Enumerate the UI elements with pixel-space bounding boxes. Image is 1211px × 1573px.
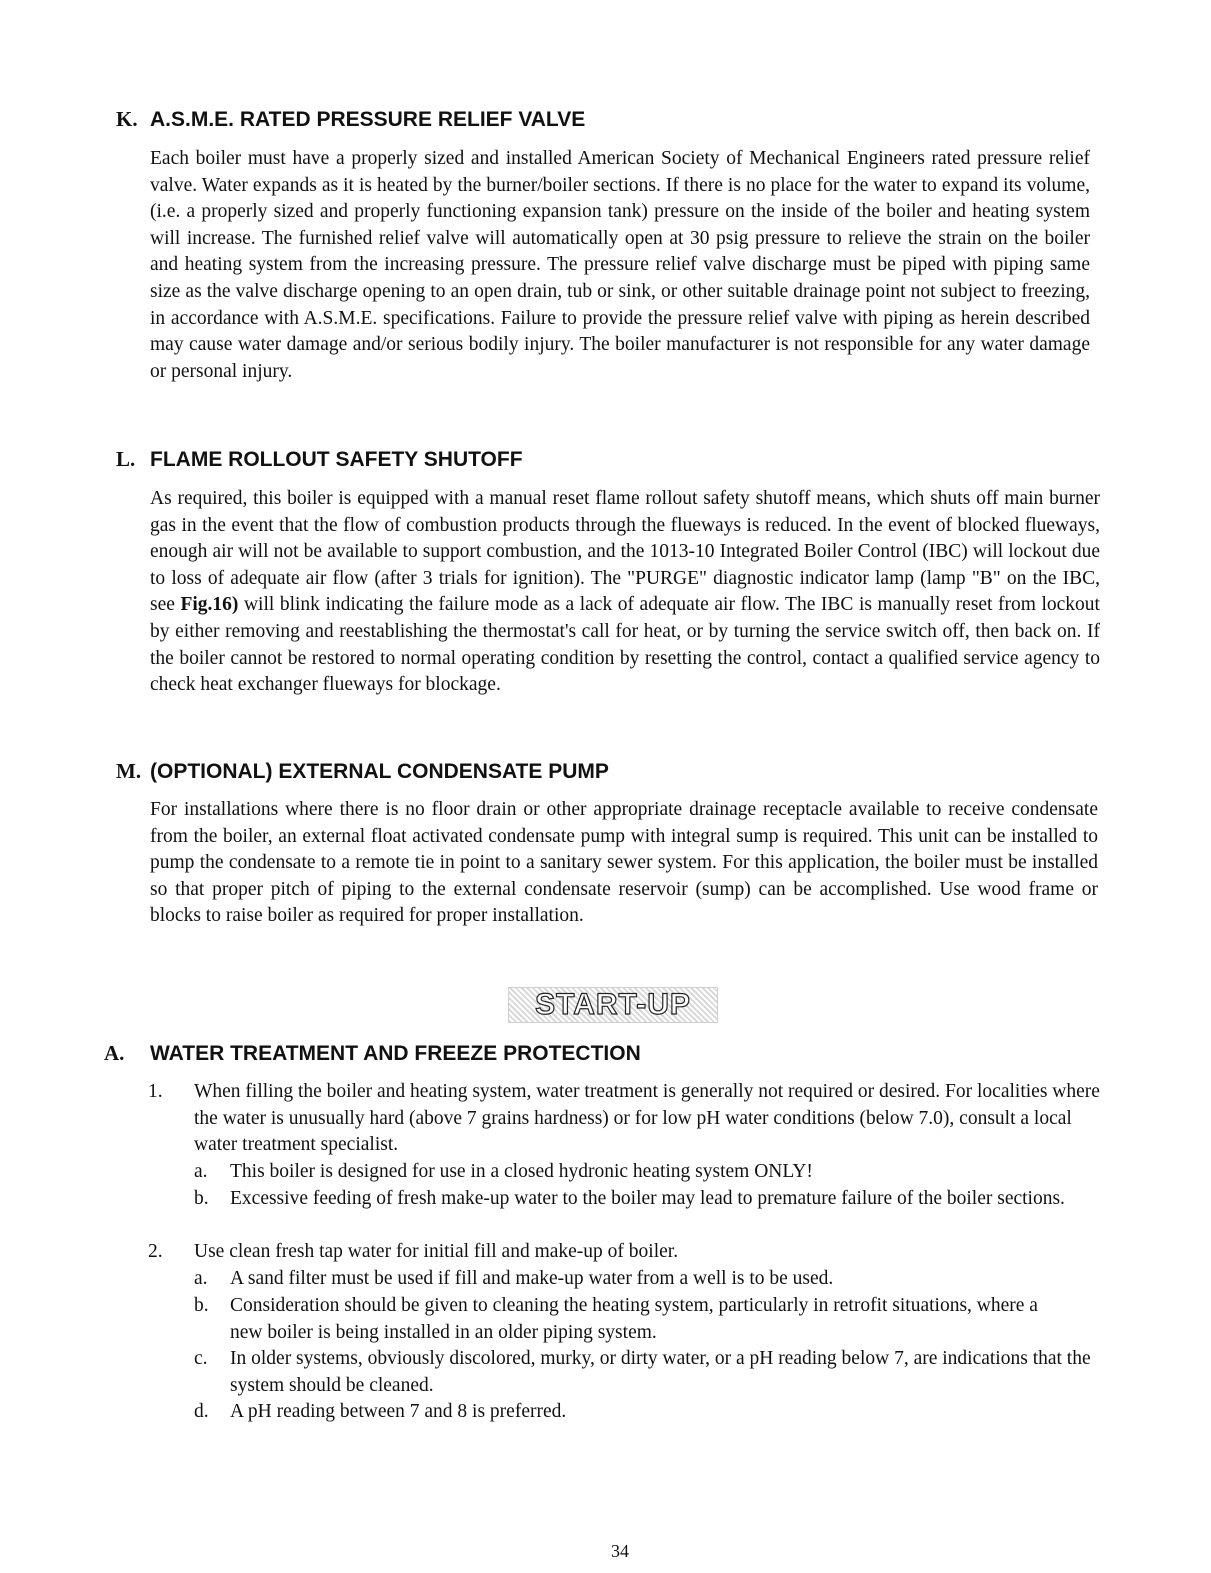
list-item (148, 1079, 1108, 1159)
list-text: In older systems, obviously discolored, murky, or dirty water, or a pH reading below 7, are indications that the system should be cleaned. (230, 1348, 1091, 1396)
section-title: (OPTIONAL) EXTERNAL CONDENSATE PUMP (150, 760, 609, 783)
section-letter: A. (104, 1041, 125, 1065)
section-title: FLAME ROLLOUT SAFETY SHUTOFF (150, 448, 523, 471)
section-l-heading (116, 446, 523, 473)
list-letter: c. (194, 1348, 208, 1369)
section-l-text-2: will blink indicating the failure mode as a lack of adequate air flow. The IBC is manually reset from lockout by either removing and reestablishing the thermostat's call for heat, or by turning the service switch off, then back on. If the boiler cannot be restored to normal operating condition by resetting the control, contact a qualified service agency to check heat exchanger flueways for blockage. (150, 594, 1100, 696)
section-letter: M. (116, 759, 142, 783)
list-item (194, 1346, 1114, 1399)
list-text: Excessive feeding of fresh make-up water to the boiler may lead to premature failure of the boiler sections. (230, 1188, 1065, 1209)
startup-banner (508, 987, 718, 1023)
page-number: 34 (611, 1541, 629, 1561)
list-text: A sand filter must be used if fill and make-up water from a well is to be used. (230, 1268, 834, 1289)
figure-reference: Fig.16) (180, 594, 239, 616)
list-letter: d. (194, 1401, 209, 1422)
section-title: WATER TREATMENT AND FREEZE PROTECTION (150, 1042, 641, 1065)
list-letter: b. (194, 1295, 209, 1316)
section-k-heading (116, 106, 585, 133)
list-item (194, 1186, 1114, 1213)
list-text: This boiler is designed for use in a closed hydronic heating system ONLY! (230, 1161, 813, 1182)
list-letter: a. (194, 1268, 208, 1289)
list-letter: a. (194, 1161, 208, 1182)
section-letter: L. (116, 447, 136, 471)
list-item (194, 1159, 1114, 1186)
section-m-heading (116, 758, 609, 785)
list-item (194, 1293, 1074, 1346)
list-text: Consideration should be given to cleaning the heating system, particularly in retrofit situations, where a new boiler is being installed in an older piping system. (230, 1295, 1038, 1343)
list-text: A pH reading between 7 and 8 is preferred. (230, 1401, 567, 1422)
section-m-body: For installations where there is no floor drain or other appropriate drainage receptacle available to receive condensate from the boiler, an external float activated condensate pump with integral sump is required. This unit can be installed to pump the condensate to a remote tie in point to a sanitary sewer system. For this application, the boiler must be installed so that proper pitch of piping to the external condensate reservoir (sump) can be accomplished. Use wood frame or blocks to raise boiler as required for proper installation. (150, 799, 1098, 927)
section-l-body (150, 486, 1100, 699)
startup-a-heading (104, 1040, 641, 1067)
section-letter: K. (116, 107, 138, 131)
section-title: A.S.M.E. RATED PRESSURE RELIEF VALVE (150, 108, 586, 131)
section-k-body: Each boiler must have a properly sized and installed American Society of Mechanical Engineers rated pressure relief valve. Water expands as it is heated by the burner/boiler sections. If there is no place for the water to expand its volume, (i.e. a properly sized and properly functioning expansion tank) pressure on the inside of the boiler and heating system will increase. The furnished relief valve will automatically open at 30 psig pressure to relieve the strain on the boiler and heating system from the increasing pressure. The pressure relief valve discharge must be piped with piping same size as the valve discharge opening to an open drain, tub or sink, or other suitable drainage point not subject to freezing, in accordance with A.S.M.E. specifications. Failure to provide the pressure relief valve with piping as herein described may cause water damage and/or serious bodily injury. The boiler manufacturer is not responsible for any water damage or personal injury. (150, 148, 1090, 382)
list-number: 1. (148, 1081, 163, 1102)
list-item (194, 1266, 1114, 1293)
startup-banner-text: START-UP (535, 988, 691, 1021)
list-text: When filling the boiler and heating system, water treatment is generally not required or desired. For localities where the water is unusually hard (above 7 grains hardness) or for low pH water conditions (below 7.0), consult a local water treatment specialist. (194, 1081, 1100, 1156)
section-l-text-1: As required, this boiler is equipped with a manual reset flame rollout safety shutoff means, which shuts off main burner gas in the event that the flow of combustion products through the flueways is reduced. In the event of blocked flueways, enough air will not be available to support combustion, and the 1013-10 Integrated Boiler Control (IBC) will lockout due to loss of adequate air flow (after 3 trials for ignition). The "PURGE" diagnostic indicator lamp (lamp "B" on the IBC, see (150, 488, 1100, 616)
list-item (194, 1399, 1114, 1426)
list-item (148, 1239, 1108, 1266)
list-letter: b. (194, 1188, 209, 1209)
list-text: Use clean fresh tap water for initial fill and make-up of boiler. (194, 1241, 679, 1262)
list-number: 2. (148, 1241, 163, 1262)
